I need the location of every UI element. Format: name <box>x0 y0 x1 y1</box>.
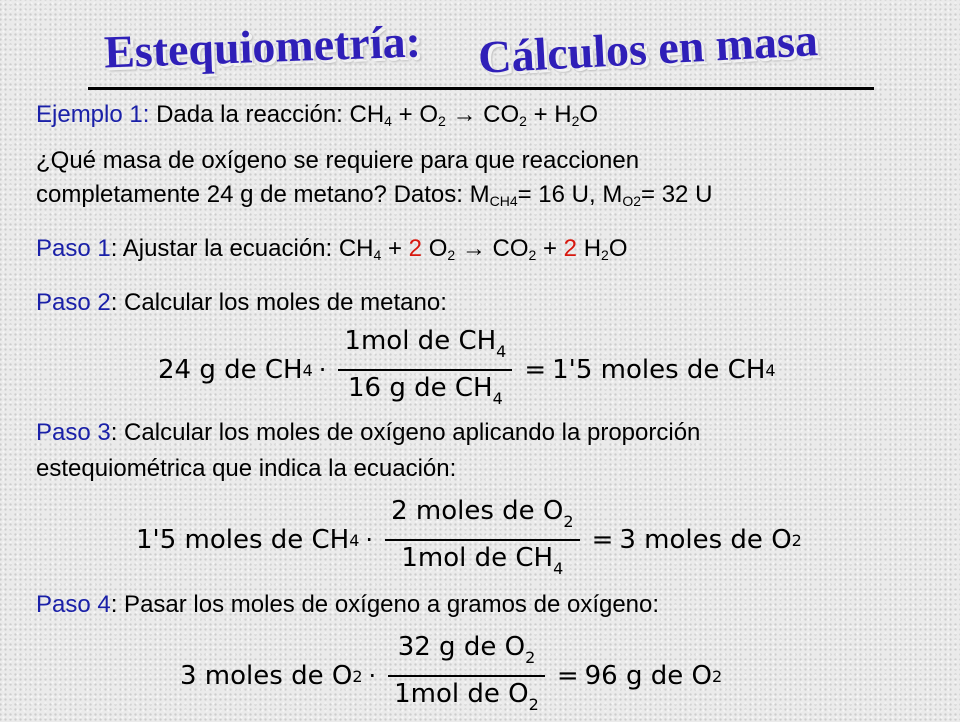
step-3-label: Paso 3 <box>36 419 111 446</box>
title-part-2: Cálculos en masa <box>476 14 820 83</box>
slide-title <box>90 8 880 83</box>
step-2-fraction: $\frac{1mol de CH_4}{16 g de CH_4}$ <box>338 324 512 416</box>
coefficient-h2o: 2 <box>563 235 578 262</box>
example-question-line-1: ¿Qué masa de oxígeno se requiere para que reaccionen <box>36 147 640 174</box>
step-2-equation: 24 g de CH 4 · $\frac{1mol de CH_4}{16 g de CH_4}$ = 1'5 moles de CH 4 <box>158 324 776 416</box>
title-part-1: Estequiometría: <box>103 15 422 78</box>
example-label: Ejemplo 1: <box>36 101 150 128</box>
step-2-label: Paso 2 <box>36 289 111 316</box>
step-4-equation: 3 moles de O 2 · $\frac{32 g de O_2}{1mol de O_2}$ = 96 g de O 2 <box>180 630 722 722</box>
step-3-equation: 1'5 moles de CH 4 · $\frac{2 moles de O_2}{1mol de CH_4}$ = 3 moles de O 2 <box>136 494 802 586</box>
step-3-fraction: $\frac{2 moles de O_2}{1mol de CH_4}$ <box>385 494 580 586</box>
step-4-line: Paso 4: Pasar los moles de oxígeno a gramos de oxígeno: <box>36 591 660 618</box>
step-3-line-1: Paso 3: Calcular los moles de oxígeno aplicando la proporción <box>36 419 701 446</box>
step-4-label: Paso 4 <box>36 591 111 618</box>
step-4-fraction: $\frac{32 g de O_2}{1mol de O_2}$ <box>388 630 545 722</box>
step-1-line: Paso 1: Ajustar la ecuación: $CH_4 + 2$ $O_2 \to CO_2 + 2$ $H_2O$ <box>36 235 628 263</box>
coefficient-o2: 2 <box>408 235 423 262</box>
step-3-line-2: estequiométrica que indica la ecuación: <box>36 455 457 482</box>
step-1-label: Paso 1 <box>36 235 111 262</box>
title-underline <box>88 87 874 90</box>
step-2-line: Paso 2: Calcular los moles de metano: <box>36 289 447 316</box>
example-line-1: Ejemplo 1: Dada la reacción: $CH_4 + O_2 \to CO_2 + H_2O$ <box>36 101 599 129</box>
example-question-line-2: completamente 24 g de metano? Datos: $M_{CH4}= 16$ U, $M_{O2}= 32$ U <box>36 181 713 209</box>
example-intro: Dada la reacción: CH <box>156 101 385 128</box>
